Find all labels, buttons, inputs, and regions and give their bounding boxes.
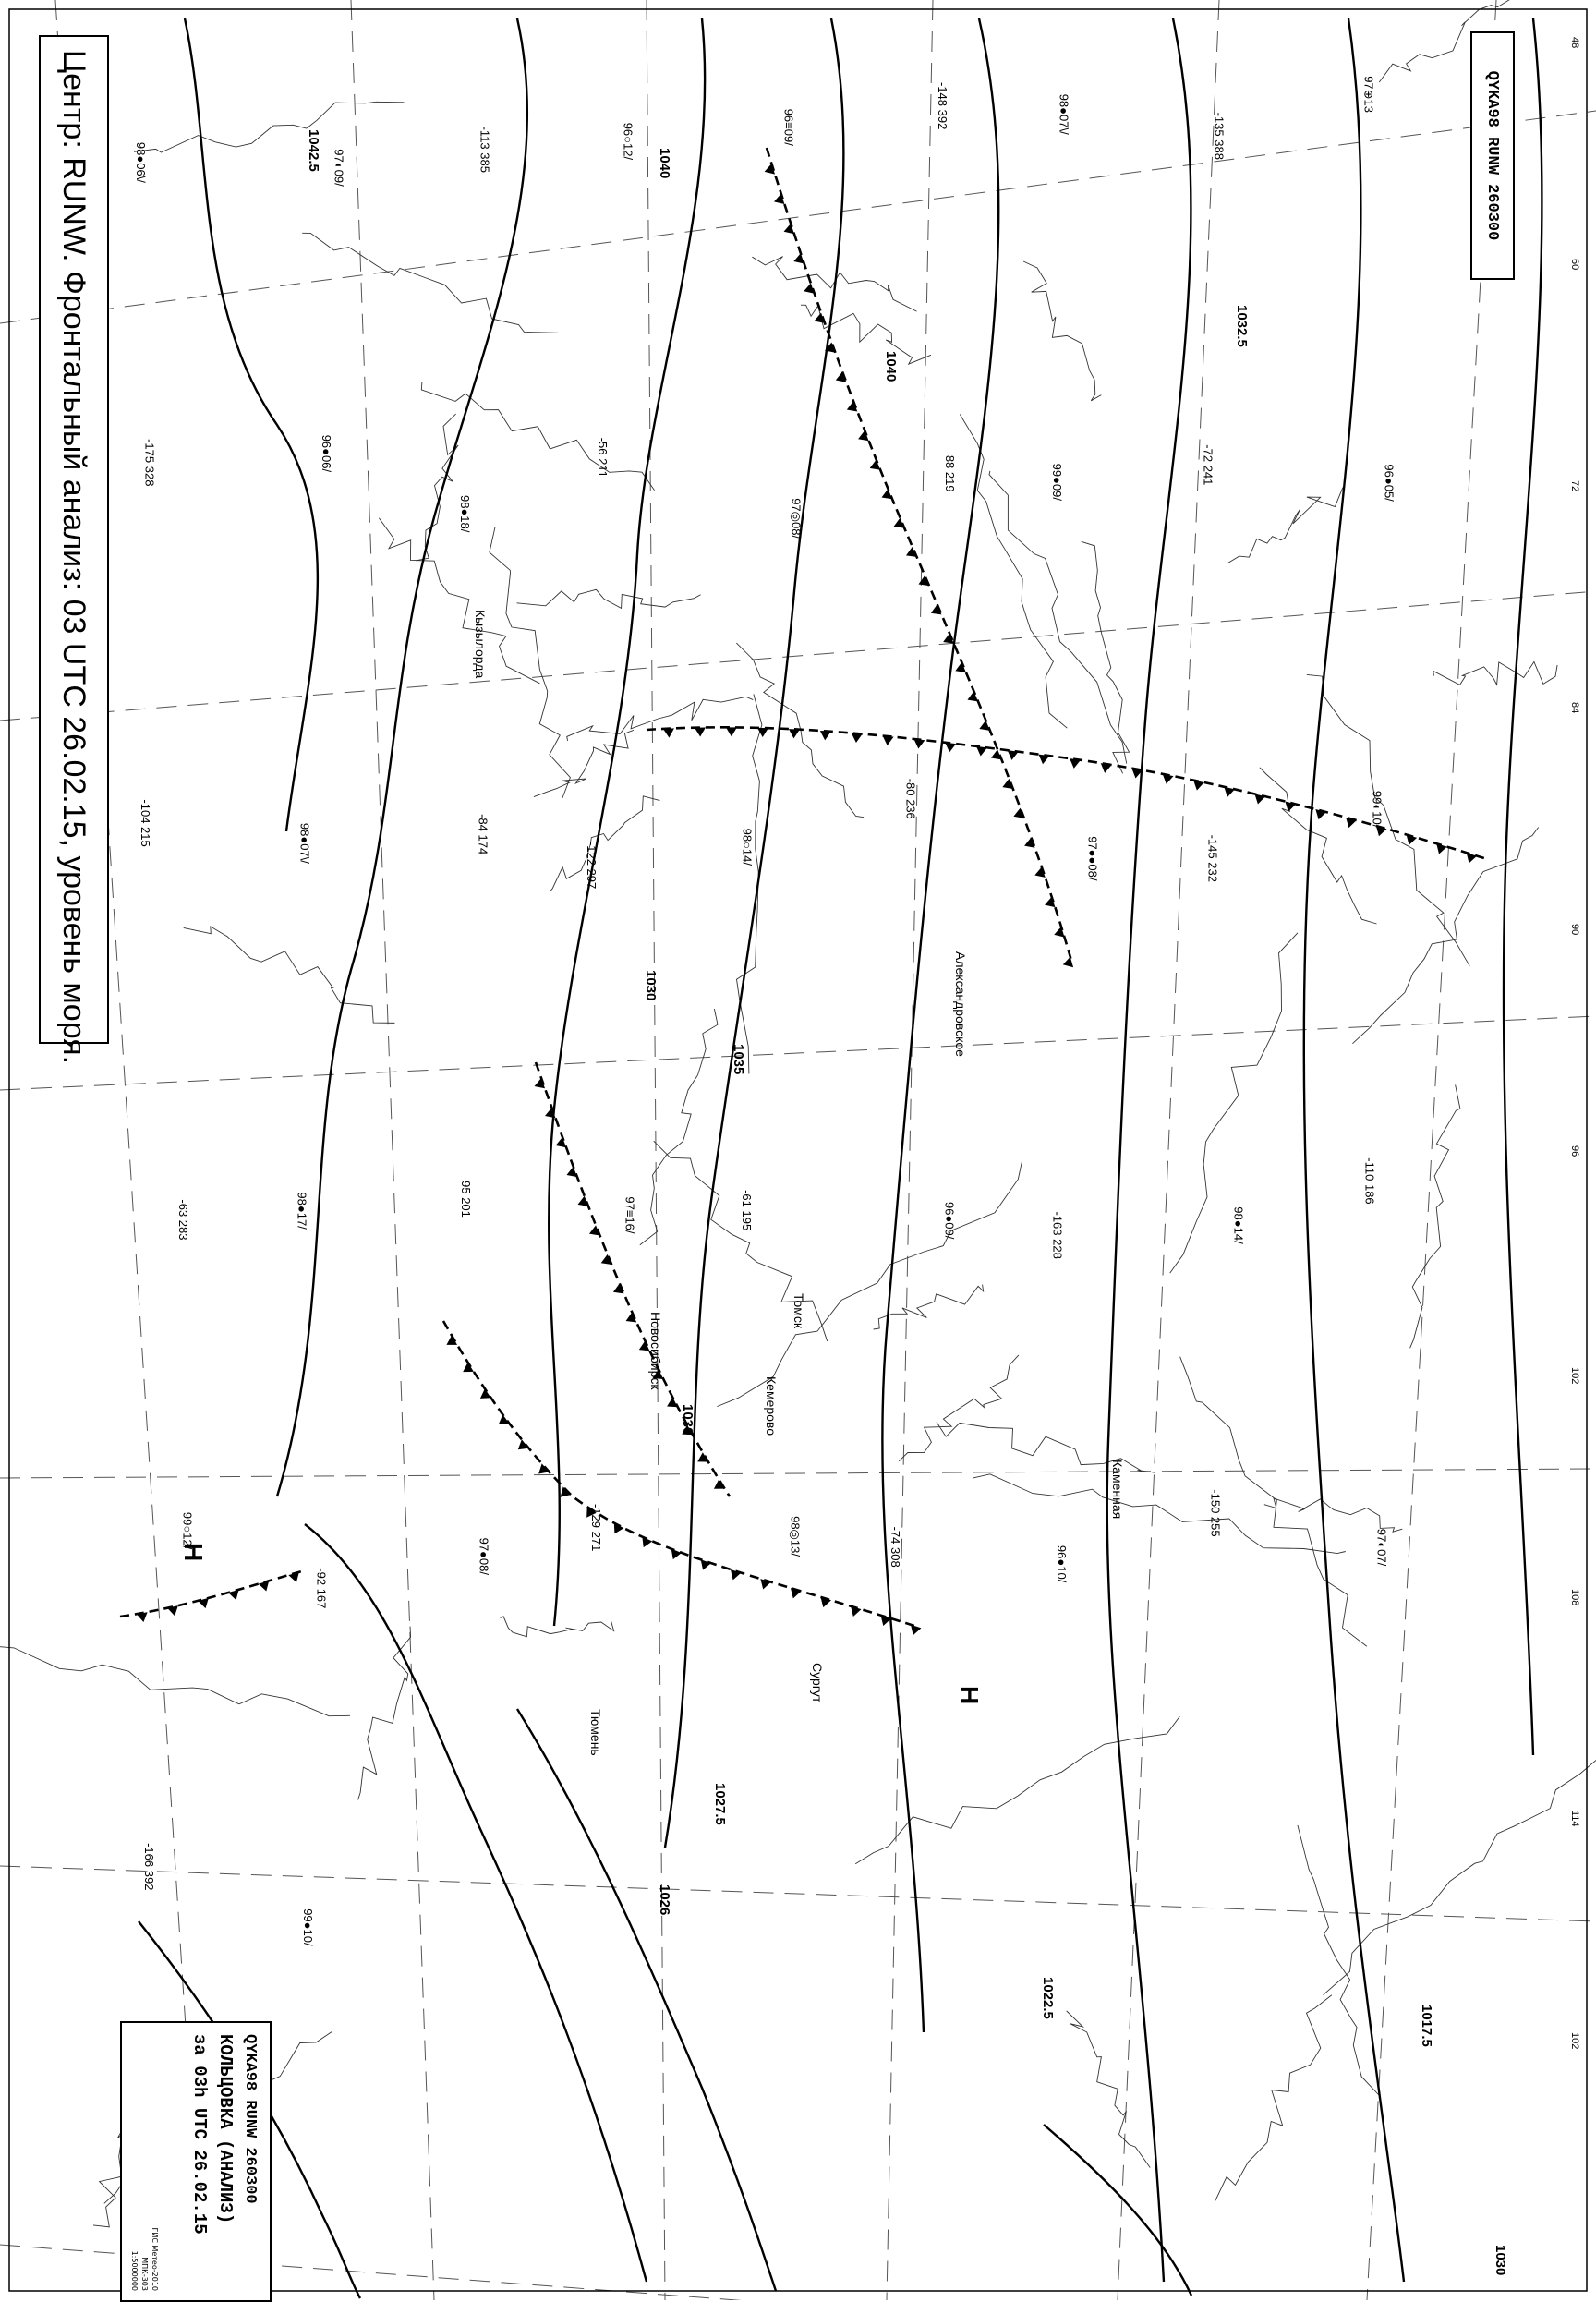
front-barb bbox=[976, 746, 987, 757]
station-plot: 97◎08/ bbox=[789, 498, 804, 539]
front-barb bbox=[228, 1590, 239, 1600]
stamp bbox=[122, 2023, 270, 2300]
grid-parallel bbox=[0, 591, 1596, 721]
edge-coordinate-label: 114 bbox=[1569, 1811, 1580, 1827]
coastline bbox=[1023, 261, 1101, 401]
isobar-label: 1040 bbox=[883, 351, 899, 382]
isobar-label: 1040 bbox=[657, 148, 672, 179]
edge-coordinate-label: 90 bbox=[1569, 924, 1580, 936]
grid-meridian bbox=[1367, 0, 1496, 2300]
isobar-line bbox=[277, 18, 527, 1496]
station-plot: 96≡09/ bbox=[781, 108, 796, 146]
front-barb bbox=[967, 691, 978, 701]
station-plot: -63 283 bbox=[175, 1199, 190, 1241]
front-barb bbox=[499, 1414, 510, 1424]
coastline bbox=[1433, 661, 1558, 685]
front-barb bbox=[858, 430, 868, 441]
edge-coordinate-label: 102 bbox=[1569, 2032, 1580, 2050]
station-plot: -166 392 bbox=[142, 1843, 157, 1891]
station-plot: 98○14/ bbox=[740, 828, 755, 866]
city-label: Кемерово bbox=[764, 1376, 779, 1436]
front-barb bbox=[1038, 755, 1049, 765]
front-barb bbox=[566, 1167, 576, 1177]
front-barb bbox=[913, 739, 925, 749]
station-plot: 98◎13/ bbox=[788, 1516, 803, 1557]
front-line bbox=[443, 1321, 914, 1626]
isobar-label: 1030 bbox=[1493, 2245, 1508, 2276]
coastline bbox=[517, 589, 701, 608]
station-plot: 98●14/ bbox=[1231, 1206, 1246, 1244]
front-line bbox=[647, 727, 1487, 859]
isobar-label: 1017.5 bbox=[1419, 2005, 1434, 2047]
pressure-center-label: Н bbox=[179, 1543, 208, 1562]
front-barb bbox=[1163, 774, 1174, 784]
isobars bbox=[139, 18, 1542, 2298]
front-barb bbox=[701, 1559, 711, 1569]
coastline bbox=[1082, 541, 1130, 773]
station-plot: -80 236 bbox=[903, 778, 918, 819]
coastline bbox=[1215, 1995, 1332, 2201]
station-plot: 98●06\/ bbox=[134, 141, 149, 183]
pressure-center-labels bbox=[179, 1543, 984, 1704]
front-line bbox=[767, 148, 1071, 961]
front-barb bbox=[671, 1549, 682, 1559]
front-barb bbox=[789, 729, 800, 738]
front-line bbox=[536, 1062, 730, 1496]
front-barb bbox=[979, 721, 990, 731]
coastline bbox=[134, 102, 404, 152]
front-barb bbox=[852, 733, 863, 742]
coastline bbox=[855, 1716, 1179, 1864]
isobar-line bbox=[185, 18, 318, 831]
station-plot: 97◐09/ bbox=[332, 149, 346, 187]
station-plot: -145 232 bbox=[1205, 834, 1220, 882]
station-plot: 97≡16/ bbox=[623, 1196, 637, 1234]
front-line bbox=[120, 1570, 305, 1617]
front-barb bbox=[1070, 758, 1081, 769]
front-barb bbox=[820, 731, 831, 740]
station-plot: -72 241 bbox=[1201, 444, 1215, 486]
coastline bbox=[302, 233, 558, 333]
station-plot: 96●06/ bbox=[319, 434, 333, 473]
weather-fronts bbox=[120, 148, 1487, 1635]
edge-coordinate-label: 102 bbox=[1569, 1367, 1580, 1385]
station-plot: -150 255 bbox=[1208, 1489, 1223, 1537]
edge-coordinate-label: 60 bbox=[1569, 259, 1580, 271]
isobar-label: 1027.5 bbox=[712, 1783, 728, 1825]
coastline bbox=[1410, 1084, 1460, 1348]
city-labels bbox=[473, 610, 1125, 1756]
station-plot: -92 167 bbox=[314, 1568, 329, 1609]
station-plot: 96●10/ bbox=[1054, 1545, 1069, 1583]
front-barb bbox=[1063, 957, 1073, 968]
station-plot: 99◐10/ bbox=[1370, 790, 1384, 829]
coastline bbox=[567, 697, 754, 741]
front-barb bbox=[1008, 750, 1019, 760]
front-barb bbox=[784, 224, 794, 234]
front-barb bbox=[463, 1363, 474, 1372]
isobar-label: 1022.5 bbox=[1040, 1977, 1056, 2019]
isobar-line bbox=[1304, 18, 1404, 2282]
front-barb bbox=[955, 662, 966, 672]
stamp-time: за 03h UTC 26.02.15 bbox=[189, 2034, 210, 2235]
front-barb bbox=[870, 460, 881, 470]
edge-coordinate-label: 48 bbox=[1569, 37, 1580, 49]
city-label: Кызылорда bbox=[473, 610, 488, 679]
station-plot: -74 308 bbox=[889, 1526, 902, 1568]
city-label: Томск bbox=[792, 1293, 806, 1328]
isobar-label: 1035 bbox=[731, 1044, 746, 1075]
front-barb bbox=[1193, 781, 1204, 791]
coastline bbox=[1298, 1825, 1380, 2096]
front-barb bbox=[639, 1340, 650, 1351]
station-plot: 97●●08/ bbox=[1085, 836, 1100, 881]
coastline bbox=[0, 1646, 350, 1716]
coastline bbox=[550, 796, 659, 891]
front-barb bbox=[288, 1572, 299, 1582]
coastline bbox=[416, 414, 458, 561]
stamp-scale: 1:5000000 bbox=[130, 2250, 139, 2291]
station-plot: -84 174 bbox=[476, 814, 490, 855]
coastline bbox=[717, 1162, 1022, 1407]
front-barb bbox=[259, 1581, 270, 1591]
station-plot: 98●17/ bbox=[295, 1192, 309, 1230]
stamp-station: КОЛЬЦОВКА (АНАЛИЗ) bbox=[215, 2034, 236, 2224]
station-plot: -135 388 bbox=[1212, 112, 1227, 160]
city-label: Александровское bbox=[953, 951, 968, 1057]
grid-parallel bbox=[0, 1016, 1596, 1090]
isobar-line bbox=[665, 18, 843, 1848]
grid-parallel bbox=[0, 108, 1596, 323]
station-plot: -56 211 bbox=[596, 437, 611, 478]
coastline bbox=[640, 1009, 718, 1245]
coastline bbox=[960, 415, 1067, 729]
coastline bbox=[989, 471, 1127, 764]
station-plot: 99○12/ bbox=[180, 1511, 195, 1550]
edge-coordinate-label: 96 bbox=[1569, 1145, 1580, 1157]
station-plot: -61 195 bbox=[739, 1190, 754, 1231]
header-code-box bbox=[1470, 31, 1515, 280]
front-barb bbox=[882, 489, 893, 499]
edge-coordinate-label: 84 bbox=[1569, 702, 1580, 714]
front-barb bbox=[883, 736, 894, 746]
station-plot: 96●05/ bbox=[1382, 464, 1396, 502]
front-barb bbox=[1467, 853, 1477, 863]
station-plot: -104 215 bbox=[139, 799, 152, 847]
station-plots bbox=[134, 76, 1396, 1946]
station-plot: 97⊕13 bbox=[1361, 76, 1376, 114]
stamp-software-id: МПК-303 bbox=[140, 2257, 149, 2291]
isobar-label: 1030 bbox=[643, 970, 659, 1001]
grid-meridian bbox=[1118, 0, 1219, 2300]
grid-parallel bbox=[0, 1469, 1596, 1478]
front-barb bbox=[793, 253, 804, 263]
station-plot: 98●07\/ bbox=[297, 822, 312, 864]
isobar-label: 1026 bbox=[657, 1884, 672, 1916]
coastline bbox=[421, 382, 654, 491]
coastline bbox=[358, 1627, 411, 1800]
coastline bbox=[534, 730, 634, 796]
station-plot: -129 271 bbox=[588, 1504, 603, 1552]
station-plot: -163 228 bbox=[1050, 1211, 1065, 1259]
front-barb bbox=[1101, 763, 1112, 773]
station-plot: 96●09/ bbox=[942, 1202, 957, 1240]
map-frame bbox=[9, 9, 1587, 2291]
station-plot: 96○12/ bbox=[621, 122, 635, 161]
city-label: Каменная bbox=[1110, 1460, 1125, 1520]
isobar-line bbox=[882, 18, 998, 2032]
stamp-software bbox=[129, 2189, 160, 2291]
coastline bbox=[1352, 828, 1538, 1044]
front-barb bbox=[556, 1137, 566, 1147]
title-box bbox=[39, 35, 109, 1065]
city-label: Новосибирск bbox=[648, 1312, 663, 1390]
pressure-center-label: Н bbox=[955, 1686, 984, 1705]
coastline bbox=[501, 1617, 614, 1637]
front-barb bbox=[480, 1388, 491, 1399]
coastline bbox=[184, 927, 395, 1023]
coastline bbox=[1324, 1749, 1596, 1994]
station-plot: -88 219 bbox=[942, 451, 957, 492]
isobar-label: 1032.5 bbox=[1234, 305, 1250, 347]
station-plot: 98●07\/ bbox=[1057, 93, 1071, 135]
coastline bbox=[379, 518, 539, 684]
coastline bbox=[1180, 1357, 1367, 1647]
station-plot: -113 385 bbox=[478, 126, 492, 173]
edge-coordinate-label: 108 bbox=[1569, 1589, 1580, 1606]
edge-coordinate-labels bbox=[1569, 37, 1580, 2049]
stamp-code: QYKA98 RUNW 260300 bbox=[241, 2034, 259, 2204]
header-code: QYKA98 RUNW 260300 bbox=[1483, 70, 1502, 241]
coastline bbox=[1227, 488, 1343, 563]
station-plot: 99●09/ bbox=[1049, 463, 1064, 501]
station-plot: 98●18/ bbox=[457, 495, 472, 533]
front-barb bbox=[663, 728, 674, 737]
coastline bbox=[1067, 2011, 1151, 2168]
station-plot: -122 297 bbox=[584, 841, 598, 890]
front-barb bbox=[1045, 897, 1055, 907]
city-label: Тюмень bbox=[588, 1709, 603, 1756]
coastline bbox=[1307, 674, 1469, 965]
station-plot: 97●08/ bbox=[477, 1537, 491, 1575]
isobar-line bbox=[305, 1524, 647, 2282]
isobar-line bbox=[1044, 2125, 1191, 2296]
grid-meridian bbox=[351, 0, 434, 2300]
front-barb bbox=[945, 743, 956, 753]
coastline bbox=[1260, 768, 1377, 924]
front-barb bbox=[667, 1398, 678, 1408]
map-title: Центр: RUNW. Фронтальный анализ: 03 UTC 26.02.15, уровень моря. bbox=[56, 50, 92, 1065]
coastline bbox=[1264, 1498, 1402, 1532]
isobar-line bbox=[1107, 18, 1191, 2282]
stamp-box bbox=[120, 2021, 272, 2302]
front-barb bbox=[1407, 834, 1418, 844]
edge-coordinate-label: 72 bbox=[1569, 480, 1580, 492]
isobar-label: 1042.5 bbox=[306, 129, 321, 172]
front-barb bbox=[911, 1625, 921, 1635]
front-barb bbox=[726, 727, 737, 736]
station-plot: -95 201 bbox=[458, 1176, 473, 1218]
city-label: Сургут bbox=[810, 1663, 825, 1703]
station-plot: -110 186 bbox=[1362, 1157, 1377, 1205]
isobar-label: 1030 bbox=[680, 1404, 695, 1436]
isobar-line bbox=[517, 1709, 776, 2291]
stamp-software-name: ГИС Метео-2010 bbox=[151, 2227, 159, 2291]
station-plot: -148 392 bbox=[936, 82, 950, 130]
station-plot: 97◐07/ bbox=[1374, 1528, 1389, 1567]
station-plot: 99●10/ bbox=[301, 1908, 316, 1946]
isobar-line bbox=[549, 18, 705, 1626]
front-barb bbox=[1436, 843, 1446, 854]
coastline bbox=[973, 1474, 1346, 1554]
front-barb bbox=[695, 727, 706, 736]
coastline bbox=[899, 1355, 1019, 1461]
coastline bbox=[490, 527, 571, 798]
station-plot: -175 328 bbox=[142, 439, 157, 487]
